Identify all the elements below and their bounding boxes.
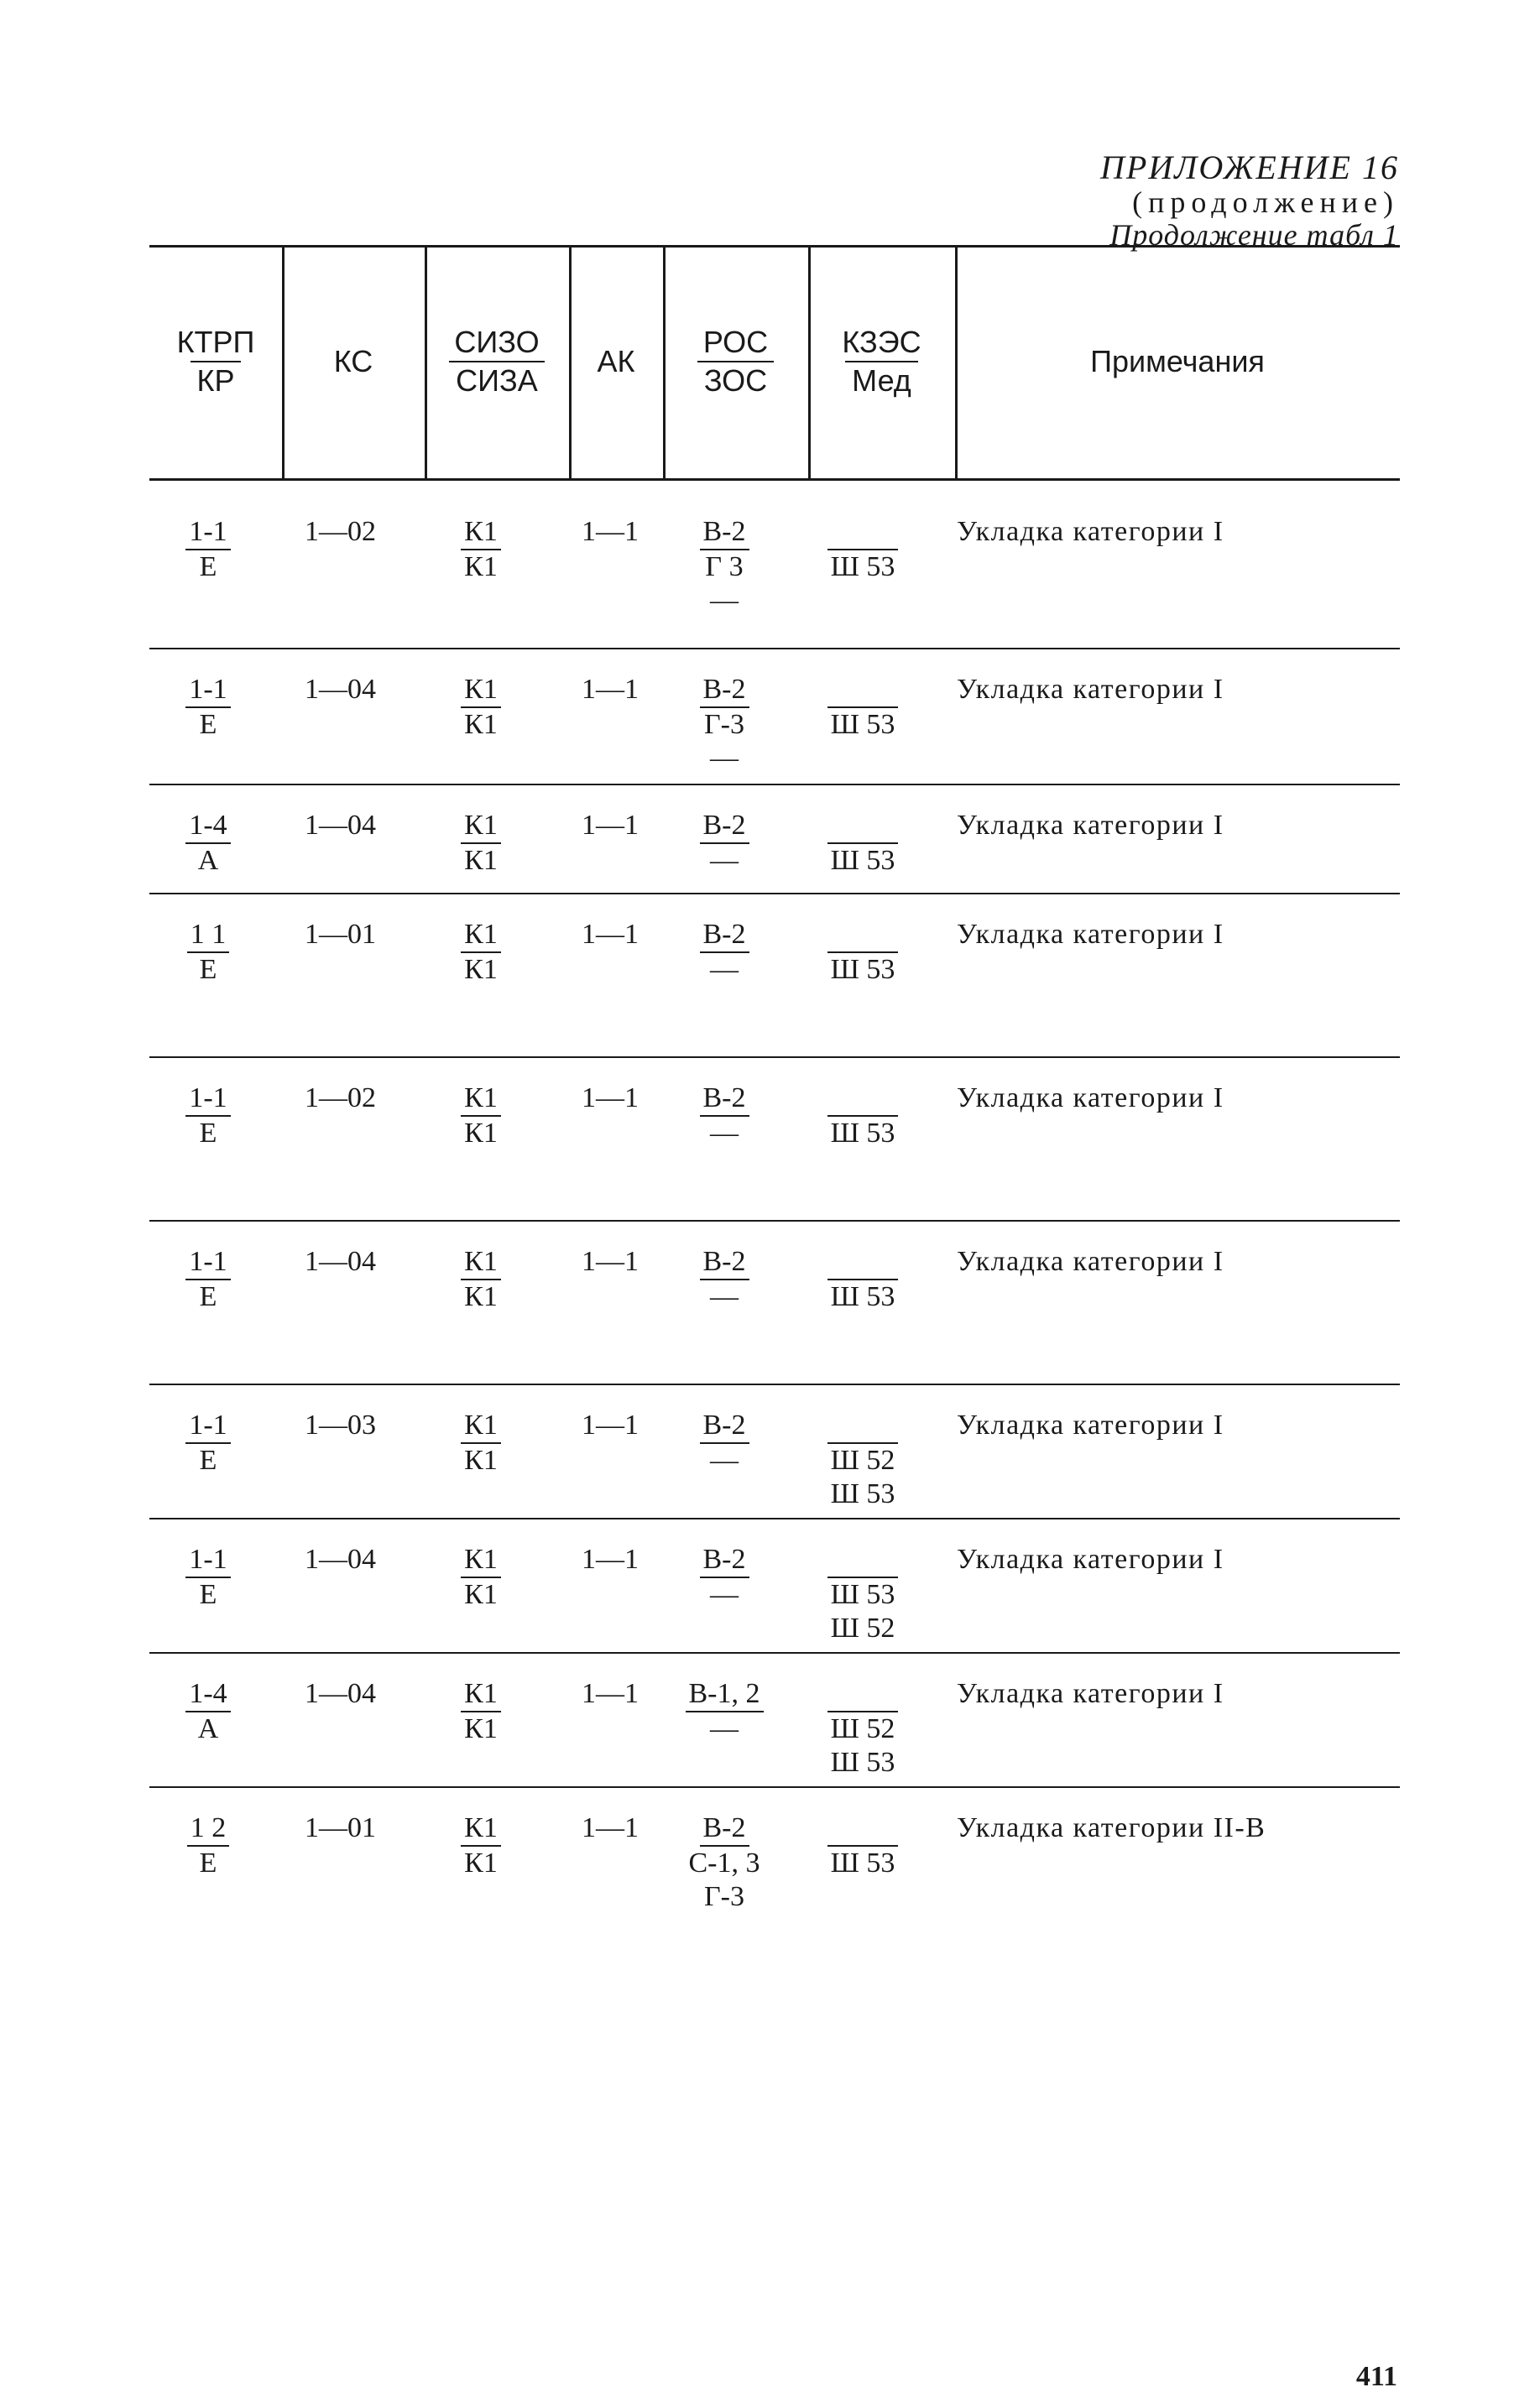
header-siza: СИЗА [449, 361, 545, 399]
ks-value: 1—04 [305, 1678, 376, 1709]
table-continuation-note: Продолжение табл 1 [1109, 218, 1399, 252]
continuation-note: (продолжение) [1132, 185, 1399, 219]
kr-value: Е [199, 1848, 217, 1879]
ak-value: 1—1 [582, 1544, 639, 1575]
header-ktrp-kr [149, 245, 282, 478]
kzes-med-cell [817, 1577, 909, 1645]
kr-value: А [197, 845, 219, 876]
ktrp-kr-cell [158, 1245, 258, 1314]
row-separator-rule [149, 1056, 1400, 1058]
header-sizo: СИЗО [454, 325, 540, 359]
sizo-value: К1 [461, 1409, 501, 1444]
ak-value: 1—1 [582, 1678, 639, 1709]
ktrp-value: 1 1 [187, 918, 230, 953]
table-row [149, 1390, 1400, 1525]
ros-zos-line: — [710, 585, 739, 616]
ktrp-kr-cell [158, 515, 258, 584]
header-ktrp: КТРП [176, 325, 255, 359]
ros-zos-cell [678, 918, 770, 987]
kzes-med-line: Ш 52 [827, 1442, 899, 1478]
header-ak-label: АК [597, 344, 635, 378]
header-kzes-med [808, 245, 955, 478]
siza-value: К1 [464, 1713, 498, 1744]
ktrp-kr-cell [158, 1409, 258, 1478]
kr-value: Е [199, 1281, 217, 1312]
ros-zos-cell [678, 1082, 770, 1150]
sizo-value: К1 [461, 1082, 501, 1117]
table-row [149, 1227, 1400, 1390]
kr-value: А [197, 1713, 219, 1744]
ros-zos-line: В-2 [700, 673, 749, 708]
header-ros: РОС [702, 325, 769, 359]
page-heading [1100, 149, 1399, 252]
kr-value: Е [199, 1118, 217, 1149]
kzes-med-cell [817, 1845, 909, 1880]
kzes-med-line: Ш 52 [830, 1613, 895, 1644]
ros-zos-cell [678, 809, 770, 878]
ktrp-value: 1-1 [185, 1245, 230, 1280]
kzes-med-cell [817, 1711, 909, 1780]
table-header [149, 245, 1400, 478]
header-notes-label: Примечания [1090, 344, 1265, 378]
table-row [149, 1063, 1400, 1227]
ak-value: 1—1 [582, 516, 639, 547]
ks-value: 1—02 [305, 1082, 376, 1113]
sizo-siza-cell [452, 918, 510, 987]
sizo-value: К1 [461, 1677, 501, 1712]
ktrp-kr-cell [158, 1811, 258, 1880]
row-separator-rule [149, 1518, 1400, 1519]
ak-value: 1—1 [582, 919, 639, 950]
sizo-siza-cell [452, 1811, 510, 1880]
kzes-med-line: Ш 53 [827, 1279, 899, 1314]
ak-value: 1—1 [582, 1246, 639, 1277]
ros-zos-line: — [710, 954, 739, 985]
ros-zos-line: В-1, 2 [686, 1677, 764, 1712]
table-row [149, 1525, 1400, 1659]
siza-value: К1 [464, 1118, 498, 1149]
ros-zos-line: Г-3 [704, 709, 744, 740]
kzes-med-line: Ш 52 [827, 1711, 899, 1746]
sizo-siza-cell [452, 809, 510, 878]
kzes-med-line: Ш 53 [827, 706, 899, 742]
ktrp-value: 1-1 [185, 1543, 230, 1578]
ros-zos-line: В-2 [700, 1543, 749, 1578]
ak-value: 1—1 [582, 810, 639, 841]
ak-value: 1—1 [582, 1410, 639, 1441]
header-ks [282, 245, 425, 478]
header-bottom-rule [149, 478, 1400, 481]
ktrp-value: 1-1 [185, 1082, 230, 1117]
ros-zos-line: В-2 [700, 515, 749, 550]
header-ak [569, 245, 663, 478]
ktrp-kr-cell [158, 1677, 258, 1746]
ros-zos-cell [678, 1409, 770, 1478]
kr-value: Е [199, 954, 217, 985]
siza-value: К1 [464, 954, 498, 985]
ks-value: 1—04 [305, 674, 376, 705]
siza-value: К1 [464, 1848, 498, 1879]
kzes-med-cell [817, 549, 909, 584]
kzes-med-line: Ш 53 [830, 1478, 895, 1509]
ros-zos-line: В-2 [700, 1409, 749, 1444]
header-med: Мед [845, 361, 918, 399]
ros-zos-cell [678, 673, 770, 775]
siza-value: К1 [464, 845, 498, 876]
note-value: Укладка категории I [957, 1544, 1224, 1575]
ktrp-kr-cell [158, 673, 258, 742]
ros-zos-line: — [710, 1579, 739, 1610]
ktrp-value: 1 2 [187, 1811, 230, 1847]
ktrp-value: 1-1 [185, 515, 230, 550]
ros-zos-cell [678, 515, 770, 618]
kzes-med-cell [817, 1115, 909, 1150]
ros-zos-line: В-2 [700, 1811, 749, 1847]
ks-value: 1—04 [305, 1246, 376, 1277]
ros-zos-line: — [710, 1713, 739, 1744]
ktrp-value: 1-1 [185, 1409, 230, 1444]
siza-value: К1 [464, 1281, 498, 1312]
ros-zos-line: В-2 [700, 1082, 749, 1117]
ros-zos-cell [678, 1811, 770, 1914]
sizo-siza-cell [452, 1082, 510, 1150]
siza-value: К1 [464, 1445, 498, 1476]
note-value: Укладка категории I [957, 1678, 1224, 1709]
row-separator-rule [149, 784, 1400, 785]
row-separator-rule [149, 1652, 1400, 1654]
ks-value: 1—02 [305, 516, 376, 547]
row-separator-rule [149, 1384, 1400, 1385]
kzes-med-cell [817, 1279, 909, 1314]
header-notes [955, 245, 1400, 478]
kzes-med-cell [817, 842, 909, 878]
table-row [149, 497, 1400, 654]
ks-value: 1—01 [305, 1812, 376, 1843]
kzes-med-line: Ш 53 [827, 842, 899, 878]
ros-zos-cell [678, 1245, 770, 1314]
ros-zos-line: — [710, 743, 739, 774]
header-sizo-siza [425, 245, 569, 478]
sizo-value: К1 [461, 1543, 501, 1578]
kr-value: Е [199, 551, 217, 582]
ros-zos-cell [678, 1677, 770, 1746]
table-row [149, 899, 1400, 1063]
kzes-med-line: Ш 53 [827, 951, 899, 987]
sizo-siza-cell [452, 1245, 510, 1314]
table-row [149, 1793, 1400, 1994]
sizo-value: К1 [461, 1245, 501, 1280]
kzes-med-cell [817, 1442, 909, 1511]
note-value: Укладка категории I [957, 919, 1224, 950]
siza-value: К1 [464, 1579, 498, 1610]
ros-zos-line: — [710, 845, 739, 876]
kzes-med-cell [817, 706, 909, 742]
kzes-med-line: Ш 53 [827, 1115, 899, 1150]
ks-value: 1—04 [305, 810, 376, 841]
ktrp-kr-cell [158, 1543, 258, 1612]
ak-value: 1—1 [582, 674, 639, 705]
ktrp-value: 1-4 [185, 1677, 230, 1712]
ros-zos-line: С-1, 3 [688, 1848, 760, 1879]
row-separator-rule [149, 1786, 1400, 1788]
sizo-siza-cell [452, 1543, 510, 1612]
header-ros-zos [663, 245, 808, 478]
ks-value: 1—01 [305, 919, 376, 950]
kr-value: Е [199, 1579, 217, 1610]
header-kzes: КЗЭС [842, 325, 921, 359]
kzes-med-line: Ш 53 [827, 1577, 899, 1612]
row-separator-rule [149, 893, 1400, 894]
note-value: Укладка категории II-В [957, 1812, 1266, 1843]
ktrp-value: 1-4 [185, 809, 230, 844]
note-value: Укладка категории I [957, 516, 1224, 547]
ks-value: 1—04 [305, 1544, 376, 1575]
note-value: Укладка категории I [957, 1246, 1224, 1277]
ktrp-kr-cell [158, 1082, 258, 1150]
sizo-value: К1 [461, 809, 501, 844]
ros-zos-cell [678, 1543, 770, 1612]
ros-zos-line: В-2 [700, 809, 749, 844]
note-value: Укладка категории I [957, 1082, 1224, 1113]
kr-value: Е [199, 709, 217, 740]
sizo-siza-cell [452, 515, 510, 584]
sizo-siza-cell [452, 1409, 510, 1478]
sizo-value: К1 [461, 673, 501, 708]
note-value: Укладка категории I [957, 810, 1224, 841]
kzes-med-line: Ш 53 [827, 549, 899, 584]
ros-zos-line: Г 3 [705, 551, 744, 582]
kzes-med-line: Ш 53 [830, 1747, 895, 1778]
ktrp-kr-cell [158, 918, 258, 987]
sizo-siza-cell [452, 1677, 510, 1746]
header-zos: ЗОС [697, 361, 774, 399]
sizo-siza-cell [452, 673, 510, 742]
note-value: Укладка категории I [957, 674, 1224, 705]
appendix-title: ПРИЛОЖЕНИЕ 16 [1100, 149, 1399, 186]
ktrp-kr-cell [158, 809, 258, 878]
row-separator-rule [149, 648, 1400, 649]
kzes-med-cell [817, 951, 909, 987]
ros-zos-line: — [710, 1445, 739, 1476]
header-kr: КР [191, 361, 242, 399]
table-row [149, 1659, 1400, 1793]
ks-value: 1—03 [305, 1410, 376, 1441]
ak-value: 1—1 [582, 1082, 639, 1113]
ros-zos-line: — [710, 1281, 739, 1312]
sizo-value: К1 [461, 1811, 501, 1847]
siza-value: К1 [464, 709, 498, 740]
row-separator-rule [149, 1220, 1400, 1222]
ktrp-value: 1-1 [185, 673, 230, 708]
sizo-value: К1 [461, 515, 501, 550]
note-value: Укладка категории I [957, 1410, 1224, 1441]
ros-zos-line: — [710, 1118, 739, 1149]
table-row [149, 790, 1400, 899]
ros-zos-line: В-2 [700, 918, 749, 953]
table-row [149, 654, 1400, 790]
header-ks-label: КС [333, 344, 373, 378]
ak-value: 1—1 [582, 1812, 639, 1843]
siza-value: К1 [464, 551, 498, 582]
page-number: 411 [1355, 2361, 1397, 2392]
ros-zos-line: В-2 [700, 1245, 749, 1280]
kzes-med-line: Ш 53 [827, 1845, 899, 1880]
sizo-value: К1 [461, 918, 501, 953]
kr-value: Е [199, 1445, 217, 1476]
ros-zos-line: Г-3 [704, 1881, 744, 1912]
